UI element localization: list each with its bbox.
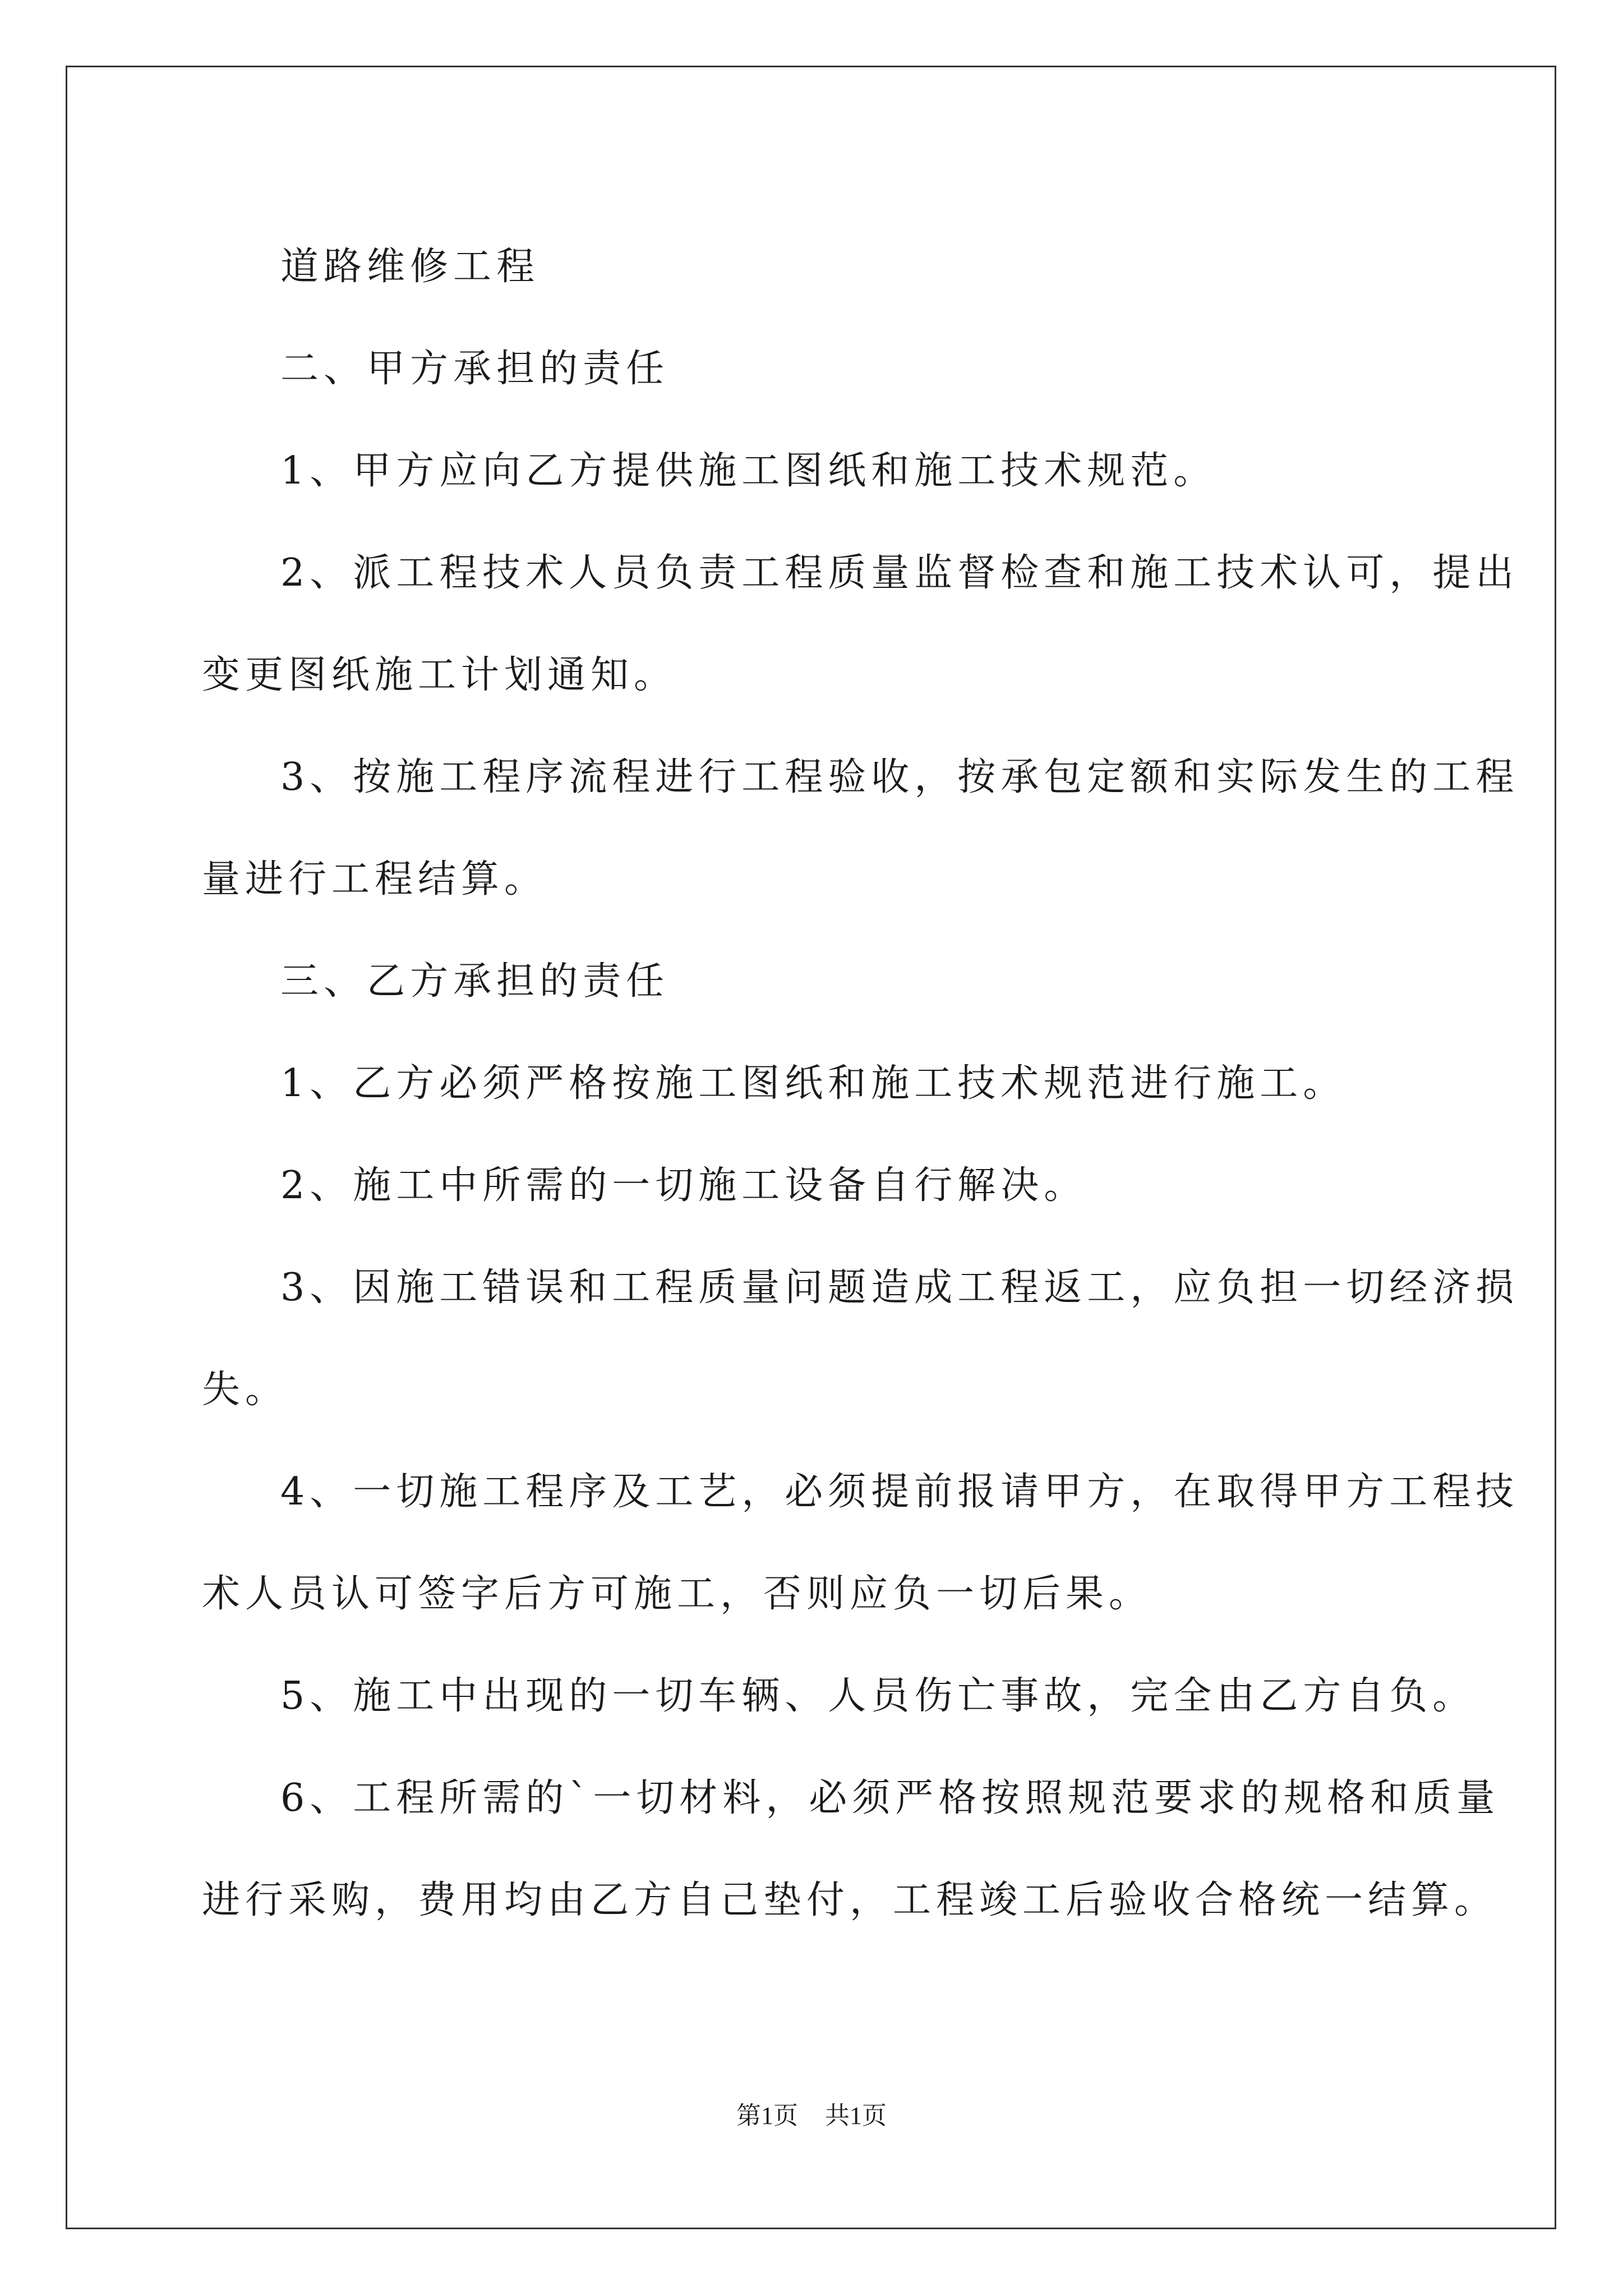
party-b-item-2: 2、施工中所需的一切施工设备自行解决。 (280, 1163, 1087, 1208)
party-b-item-6: 6、工程所需的`一切材料，必须严格按照规范要求的规格和质量 (280, 1776, 1500, 1820)
party-b-item-1: 1、乙方必须严格按施工图纸和施工技术规范进行施工。 (280, 1061, 1347, 1106)
heading-party-b-duties: 三、乙方承担的责任 (280, 959, 670, 1004)
party-b-item-6-cont: 进行采购，费用均由乙方自己垫付，工程竣工后验收合格统一结算。 (202, 1878, 1498, 1922)
heading-party-a-duties: 二、甲方承担的责任 (280, 347, 670, 391)
party-a-item-3-cont: 量进行工程结算。 (202, 857, 548, 901)
party-b-item-4: 4、一切施工程序及工艺，必须提前报请甲方，在取得甲方工程技 (280, 1470, 1519, 1514)
party-b-item-3: 3、因施工错误和工程质量问题造成工程返工，应负担一切经济损 (280, 1266, 1519, 1310)
party-a-item-2-cont: 变更图纸施工计划通知。 (202, 653, 677, 697)
document-body (202, 216, 1519, 1952)
party-a-item-2: 2、派工程技术人员负责工程质量监督检查和施工技术认可，提出 (280, 551, 1519, 595)
party-b-item-4-cont: 术人员认可签字后方可施工，否则应负一切后果。 (202, 1572, 1152, 1616)
party-a-item-1: 1、甲方应向乙方提供施工图纸和施工技术规范。 (280, 449, 1217, 493)
page-total: 共1页 (825, 2102, 887, 2129)
party-b-item-5: 5、施工中出现的一切车辆、人员伤亡事故，完全由乙方自负。 (280, 1674, 1476, 1718)
page-number: 第1页 (736, 2102, 798, 2129)
page-footer (0, 2095, 1623, 2131)
party-a-item-3: 3、按施工程序流程进行工程验收，按承包定额和实际发生的工程 (280, 755, 1519, 799)
party-b-item-3-cont: 失。 (202, 1368, 289, 1412)
section-title: 道路维修工程 (280, 245, 540, 289)
